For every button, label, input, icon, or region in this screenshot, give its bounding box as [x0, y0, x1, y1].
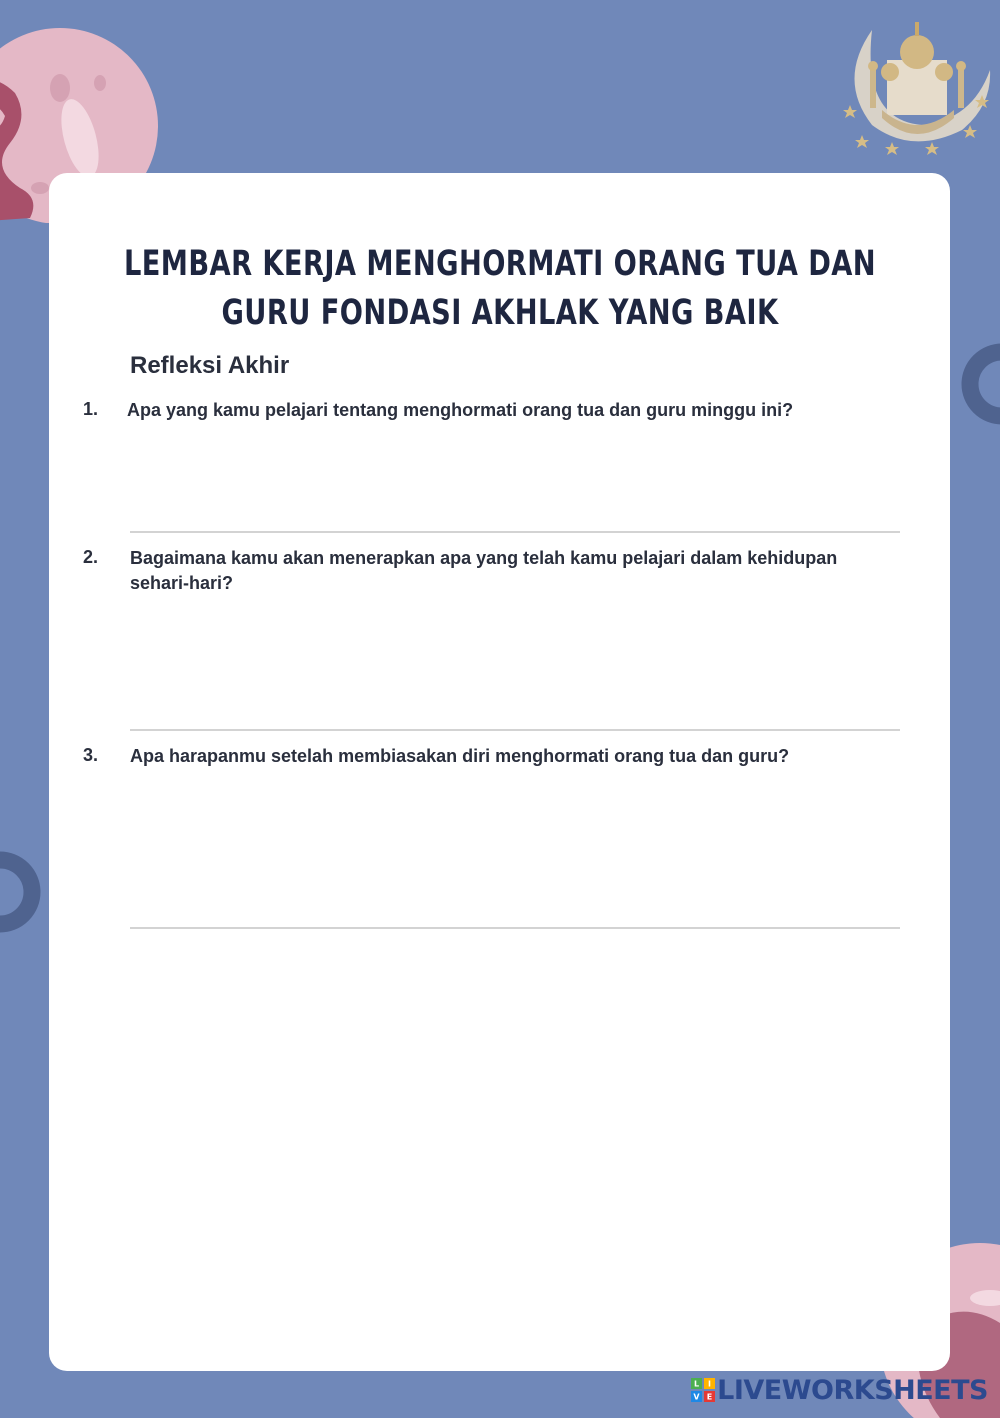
- question-text: Apa yang kamu pelajari tentang menghormati orang tua dan guru minggu ini?: [127, 400, 794, 420]
- ring-icon: [0, 850, 48, 934]
- section-heading: Refleksi Akhir: [130, 352, 290, 379]
- liveworksheets-brand[interactable]: [691, 1372, 988, 1408]
- logo-letter: V: [693, 1392, 700, 1402]
- logo-letter: E: [706, 1392, 713, 1402]
- question-text: Apa harapanmu setelah membiasakan diri menghormati orang tua dan guru?: [130, 746, 790, 766]
- question-text: Bagaimana kamu akan menerapkan apa yang telah kamu pelajari dalam kehidupan sehari-hari?: [130, 548, 838, 593]
- question-number: 3.: [83, 745, 99, 765]
- worksheet-title: LEMBAR KERJA MENGHORMATI ORANG TUA DAN GURU FONDASI AKHLAK YANG BAIK: [123, 244, 877, 333]
- logo-letter: L: [694, 1379, 700, 1389]
- answer-line[interactable]: [130, 927, 900, 929]
- ring-icon: [945, 342, 1000, 426]
- answer-line[interactable]: [130, 729, 900, 731]
- question-number: 2.: [83, 547, 99, 567]
- brand-name: LIVEWORKSHEETS: [717, 1374, 988, 1406]
- question-number: 1.: [83, 399, 99, 419]
- mosque-crescent-icon: [842, 10, 992, 158]
- liveworksheets-logo-icon: [691, 1378, 715, 1402]
- answer-line[interactable]: [130, 531, 900, 533]
- logo-letter: I: [708, 1379, 712, 1389]
